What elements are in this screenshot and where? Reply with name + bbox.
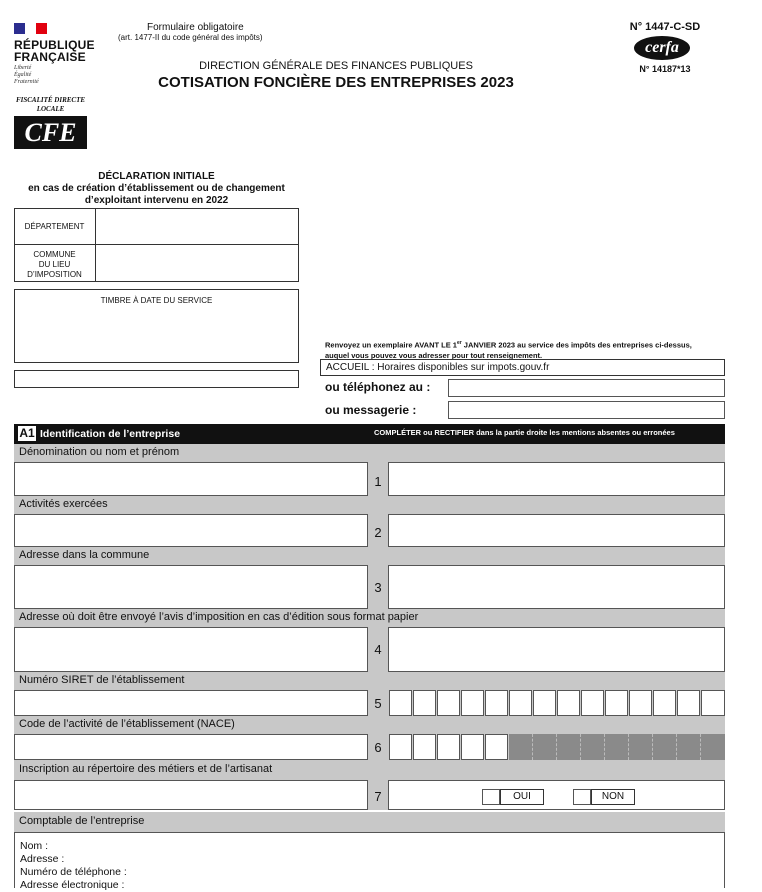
nace-shaded-cell	[629, 734, 653, 760]
siret-digit-cell[interactable]	[581, 690, 604, 716]
comptable-field[interactable]	[14, 832, 725, 891]
comptable-fields-list	[15, 833, 724, 892]
row2-left-field[interactable]	[14, 514, 368, 547]
fiscalite-line1: FISCALITÉ DIRECTE	[15, 96, 86, 104]
row3-left-field[interactable]	[14, 565, 368, 609]
formulaire-obligatoire: Formulaire obligatoire	[147, 22, 244, 33]
devise-egalite: Égalité	[14, 72, 32, 78]
row7-left-field[interactable]	[14, 780, 368, 810]
nace-shaded-cell	[581, 734, 605, 760]
row1-number: 1	[370, 462, 386, 496]
nace-shaded-cell	[701, 734, 725, 760]
declaration-title	[14, 171, 299, 207]
siret-digit-cell[interactable]	[509, 690, 532, 716]
telephone-input[interactable]	[448, 379, 725, 397]
nace-shaded-cell	[557, 734, 581, 760]
timbre-box	[14, 289, 299, 363]
fiscalite-directe-locale	[14, 96, 87, 114]
row4-number: 4	[370, 627, 386, 672]
row6-left-field[interactable]	[14, 734, 368, 760]
renvoyez-line1-pre: Renvoyez un exemplaire AVANT LE 1	[325, 340, 457, 350]
siret-digit-cell[interactable]	[605, 690, 628, 716]
nace-digit-cell[interactable]	[389, 734, 412, 760]
telephone-label: ou téléphonez au :	[325, 380, 431, 394]
section-a1-instruction: COMPLÉTER ou RECTIFIER dans la partie droite les mentions absentes ou erronées	[374, 428, 675, 437]
page-title: COTISATION FONCIÈRE DES ENTREPRISES 2023	[158, 74, 514, 91]
section-a1-code: A1	[19, 426, 35, 440]
row7-number: 7	[370, 780, 386, 810]
row5-left-field[interactable]	[14, 690, 368, 716]
nace-shaded-cell	[605, 734, 629, 760]
comptable-adresse: Adresse :	[20, 853, 65, 865]
comptable-label: Comptable de l’entreprise	[14, 812, 725, 832]
republique-line2: FRANÇAISE	[14, 50, 86, 64]
cfe-logo: CFE	[14, 116, 87, 149]
renvoyez-line1-post: JANVIER 2023 au service des impôts des entreprises ci-dessus,	[461, 340, 692, 350]
accueil-text: ACCUEIL : Horaires disponibles sur impots.gouv.fr	[326, 362, 550, 373]
section-a1-title: Identification de l’entreprise	[40, 428, 181, 440]
oui-label: OUI	[500, 789, 544, 805]
renvoyez-instruction	[325, 338, 725, 361]
commune-input[interactable]	[96, 245, 298, 281]
row1-left-field[interactable]	[14, 462, 368, 496]
row2-correction-field[interactable]	[388, 514, 725, 547]
commune-label-line3: D’IMPOSITION	[27, 270, 82, 279]
declaration-line1: DÉCLARATION INITIALE	[98, 171, 215, 182]
commune-label	[14, 250, 95, 280]
row5-label: Numéro SIRET de l’établissement	[14, 672, 725, 690]
timbre-label: TIMBRE À DATE DU SERVICE	[100, 296, 213, 305]
row3-label: Adresse dans la commune	[14, 547, 725, 565]
row4-left-field[interactable]	[14, 627, 368, 672]
flag-blue-band	[14, 23, 25, 34]
form-number: N° 1447-C-SD	[629, 21, 701, 33]
row6-label: Code de l’activité de l’établissement (NACE)	[14, 716, 725, 734]
republique-line1: RÉPUBLIQUE	[14, 38, 95, 52]
timbre-extra-field[interactable]	[14, 370, 299, 388]
siret-digit-cell[interactable]	[461, 690, 484, 716]
siret-digit-cell[interactable]	[653, 690, 676, 716]
siret-digit-cell[interactable]	[437, 690, 460, 716]
non-label: NON	[591, 789, 635, 805]
commune-label-line2: DU LIEU	[38, 260, 71, 269]
departement-input[interactable]	[96, 209, 298, 244]
renvoyez-sup: er	[456, 340, 462, 346]
row6-number: 6	[370, 734, 386, 760]
row7-label: Inscription au répertoire des métiers et de l’artisanat	[14, 760, 725, 780]
row4-label: Adresse où doit être envoyé l’avis d’imposition en cas d’édition sous format papier	[14, 609, 725, 627]
row7-choice-area	[388, 780, 725, 810]
section-a1-header	[14, 424, 725, 444]
siret-digit-cell[interactable]	[557, 690, 580, 716]
nace-shaded-cell	[509, 734, 533, 760]
renvoyez-line2: auquel vous pouvez vous adresser pour tout renseignement.	[325, 350, 543, 360]
cerfa-logo: cerfa	[634, 36, 690, 60]
row1-label: Dénomination ou nom et prénom	[14, 444, 725, 462]
nace-digit-cell[interactable]	[437, 734, 460, 760]
siret-digit-cell[interactable]	[629, 690, 652, 716]
departement-label: DÉPARTEMENT	[24, 222, 85, 231]
row3-number: 3	[370, 565, 386, 609]
nace-digit-cell[interactable]	[413, 734, 436, 760]
comptable-telephone: Numéro de téléphone :	[20, 866, 127, 878]
non-checkbox[interactable]	[573, 789, 591, 805]
siret-digit-cell[interactable]	[413, 690, 436, 716]
cerfa-number: N° 14187*13	[639, 64, 691, 74]
nace-shaded-cell	[677, 734, 701, 760]
flag-red-band	[36, 23, 47, 34]
fiscalite-line2: LOCALE	[36, 105, 65, 113]
siret-digit-cell[interactable]	[701, 690, 725, 716]
row1-correction-field[interactable]	[388, 462, 725, 496]
declaration-line2: en cas de création d’établissement ou de changement	[28, 183, 285, 194]
comptable-nom: Nom :	[20, 840, 49, 852]
nace-shaded-cell	[533, 734, 557, 760]
row5-number: 5	[370, 690, 386, 716]
article-reference: (art. 1477-II du code général des impôts)	[118, 33, 263, 42]
devise-liberte: Liberté	[14, 65, 32, 71]
renvoyez-line1	[325, 338, 725, 351]
nace-digit-cell[interactable]	[485, 734, 508, 760]
direction-generale: DIRECTION GÉNÉRALE DES FINANCES PUBLIQUES	[199, 60, 473, 72]
messagerie-input[interactable]	[448, 401, 725, 419]
messagerie-label: ou messagerie :	[325, 403, 417, 417]
comptable-email: Adresse électronique :	[20, 879, 125, 891]
flag-white-band	[25, 23, 36, 34]
nace-shaded-cell	[653, 734, 677, 760]
oui-checkbox[interactable]	[482, 789, 500, 805]
commune-label-line1: COMMUNE	[33, 250, 76, 259]
devise-fraternite: Fraternité	[14, 79, 39, 85]
nace-digit-cell[interactable]	[461, 734, 484, 760]
row3-correction-field[interactable]	[388, 565, 725, 609]
siret-digit-cell[interactable]	[389, 690, 412, 716]
siret-digit-cell[interactable]	[485, 690, 508, 716]
row4-correction-field[interactable]	[388, 627, 725, 672]
accueil-box	[320, 359, 725, 376]
declaration-line3: d’exploitant intervenu en 2022	[84, 195, 229, 206]
row2-number: 2	[370, 514, 386, 547]
row2-label: Activités exercées	[14, 496, 725, 514]
siret-digit-cell[interactable]	[533, 690, 556, 716]
siret-digit-cell[interactable]	[677, 690, 700, 716]
